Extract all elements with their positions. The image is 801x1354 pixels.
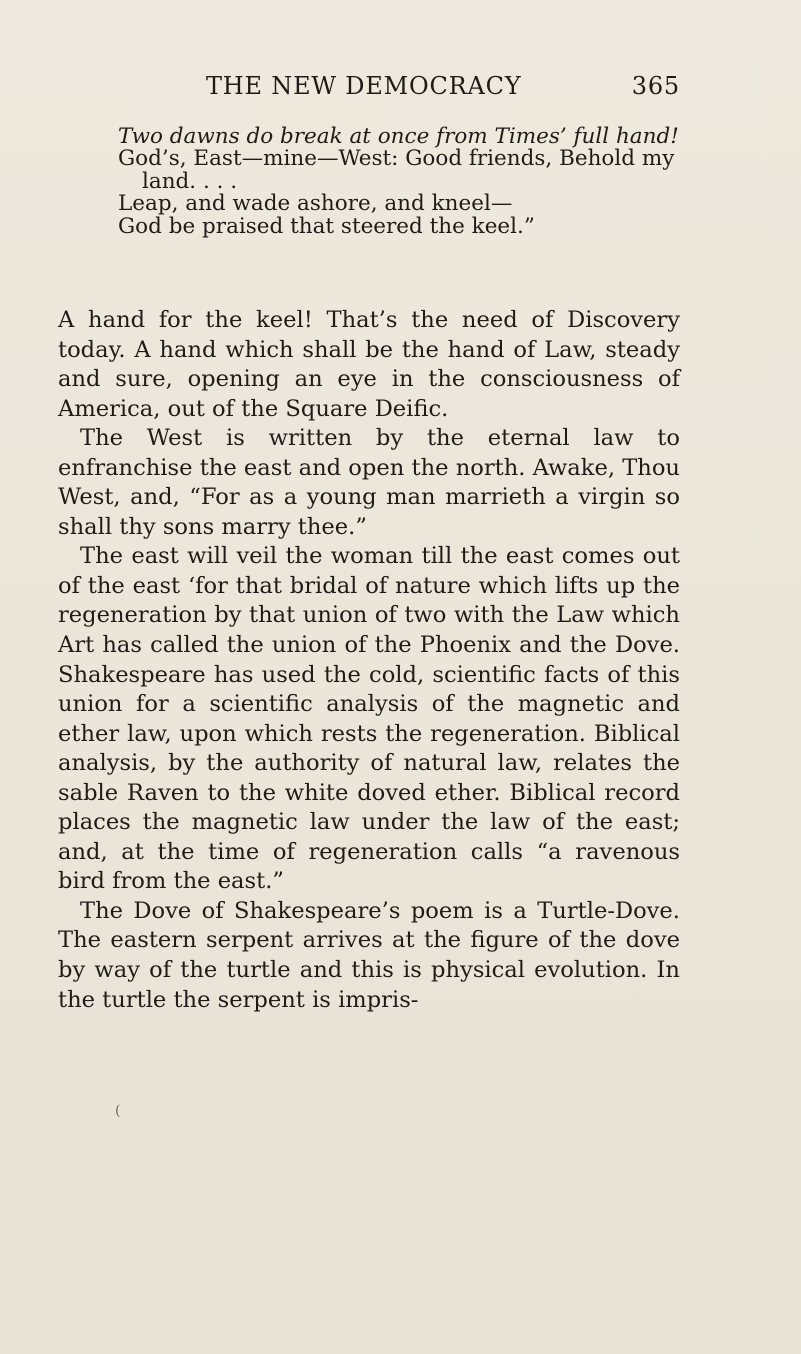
page-header bbox=[118, 72, 680, 112]
verse-line: God be praised that steered the keel.” bbox=[118, 213, 535, 239]
paragraph: A hand for the keel! That’s the need of Discovery today. A hand which shall be the hand of Law, steady and sure, opening an eye in the consciousness of America, out of the Square Deific. bbox=[58, 307, 680, 422]
paragraph: The east will veil the woman till the east comes out of the east ‘for that bridal of nature which lifts up the regeneration by that union of two with the Law which Art has called the union of the Phoenix and the Dove. Shakespeare has used the cold, scientific facts of this union for a scientific analysis of the magnetic and ether law, upon which rests the regeneration. Biblical analysis, by the authority of natural law, relates the sable Raven to the white doved ether. Biblical record places the magnetic law under the law of the east; and, at the time of regeneration calls “a ravenous bird from the east.” bbox=[58, 543, 680, 895]
paragraph: The West is written by the eternal law to enfranchise the east and open the north. Awake, Thou West, and, “For as a young man marrieth a virgin so shall thy sons marry thee.” bbox=[58, 425, 680, 540]
verse-line: God’s, East—mine—West: Good friends, Behold my land. . . . bbox=[118, 146, 675, 194]
footer-mark: ( bbox=[115, 1103, 121, 1119]
running-head: THE NEW DEMOCRACY bbox=[206, 72, 522, 100]
body-text bbox=[58, 306, 680, 1015]
paragraph: The Dove of Shakespeare’s poem is a Turtle-Dove. The eastern serpent arrives at the figure of the dove by way of the turtle and this is physical evolution. In the turtle the serpent is impris- bbox=[58, 897, 680, 1013]
verse-line: Two dawns do break at once from Times’ full hand! bbox=[118, 124, 679, 149]
page-number: 365 bbox=[631, 72, 680, 100]
verse-line: Leap, and wade ashore, and kneel— bbox=[118, 191, 513, 217]
verse-block bbox=[118, 126, 680, 238]
